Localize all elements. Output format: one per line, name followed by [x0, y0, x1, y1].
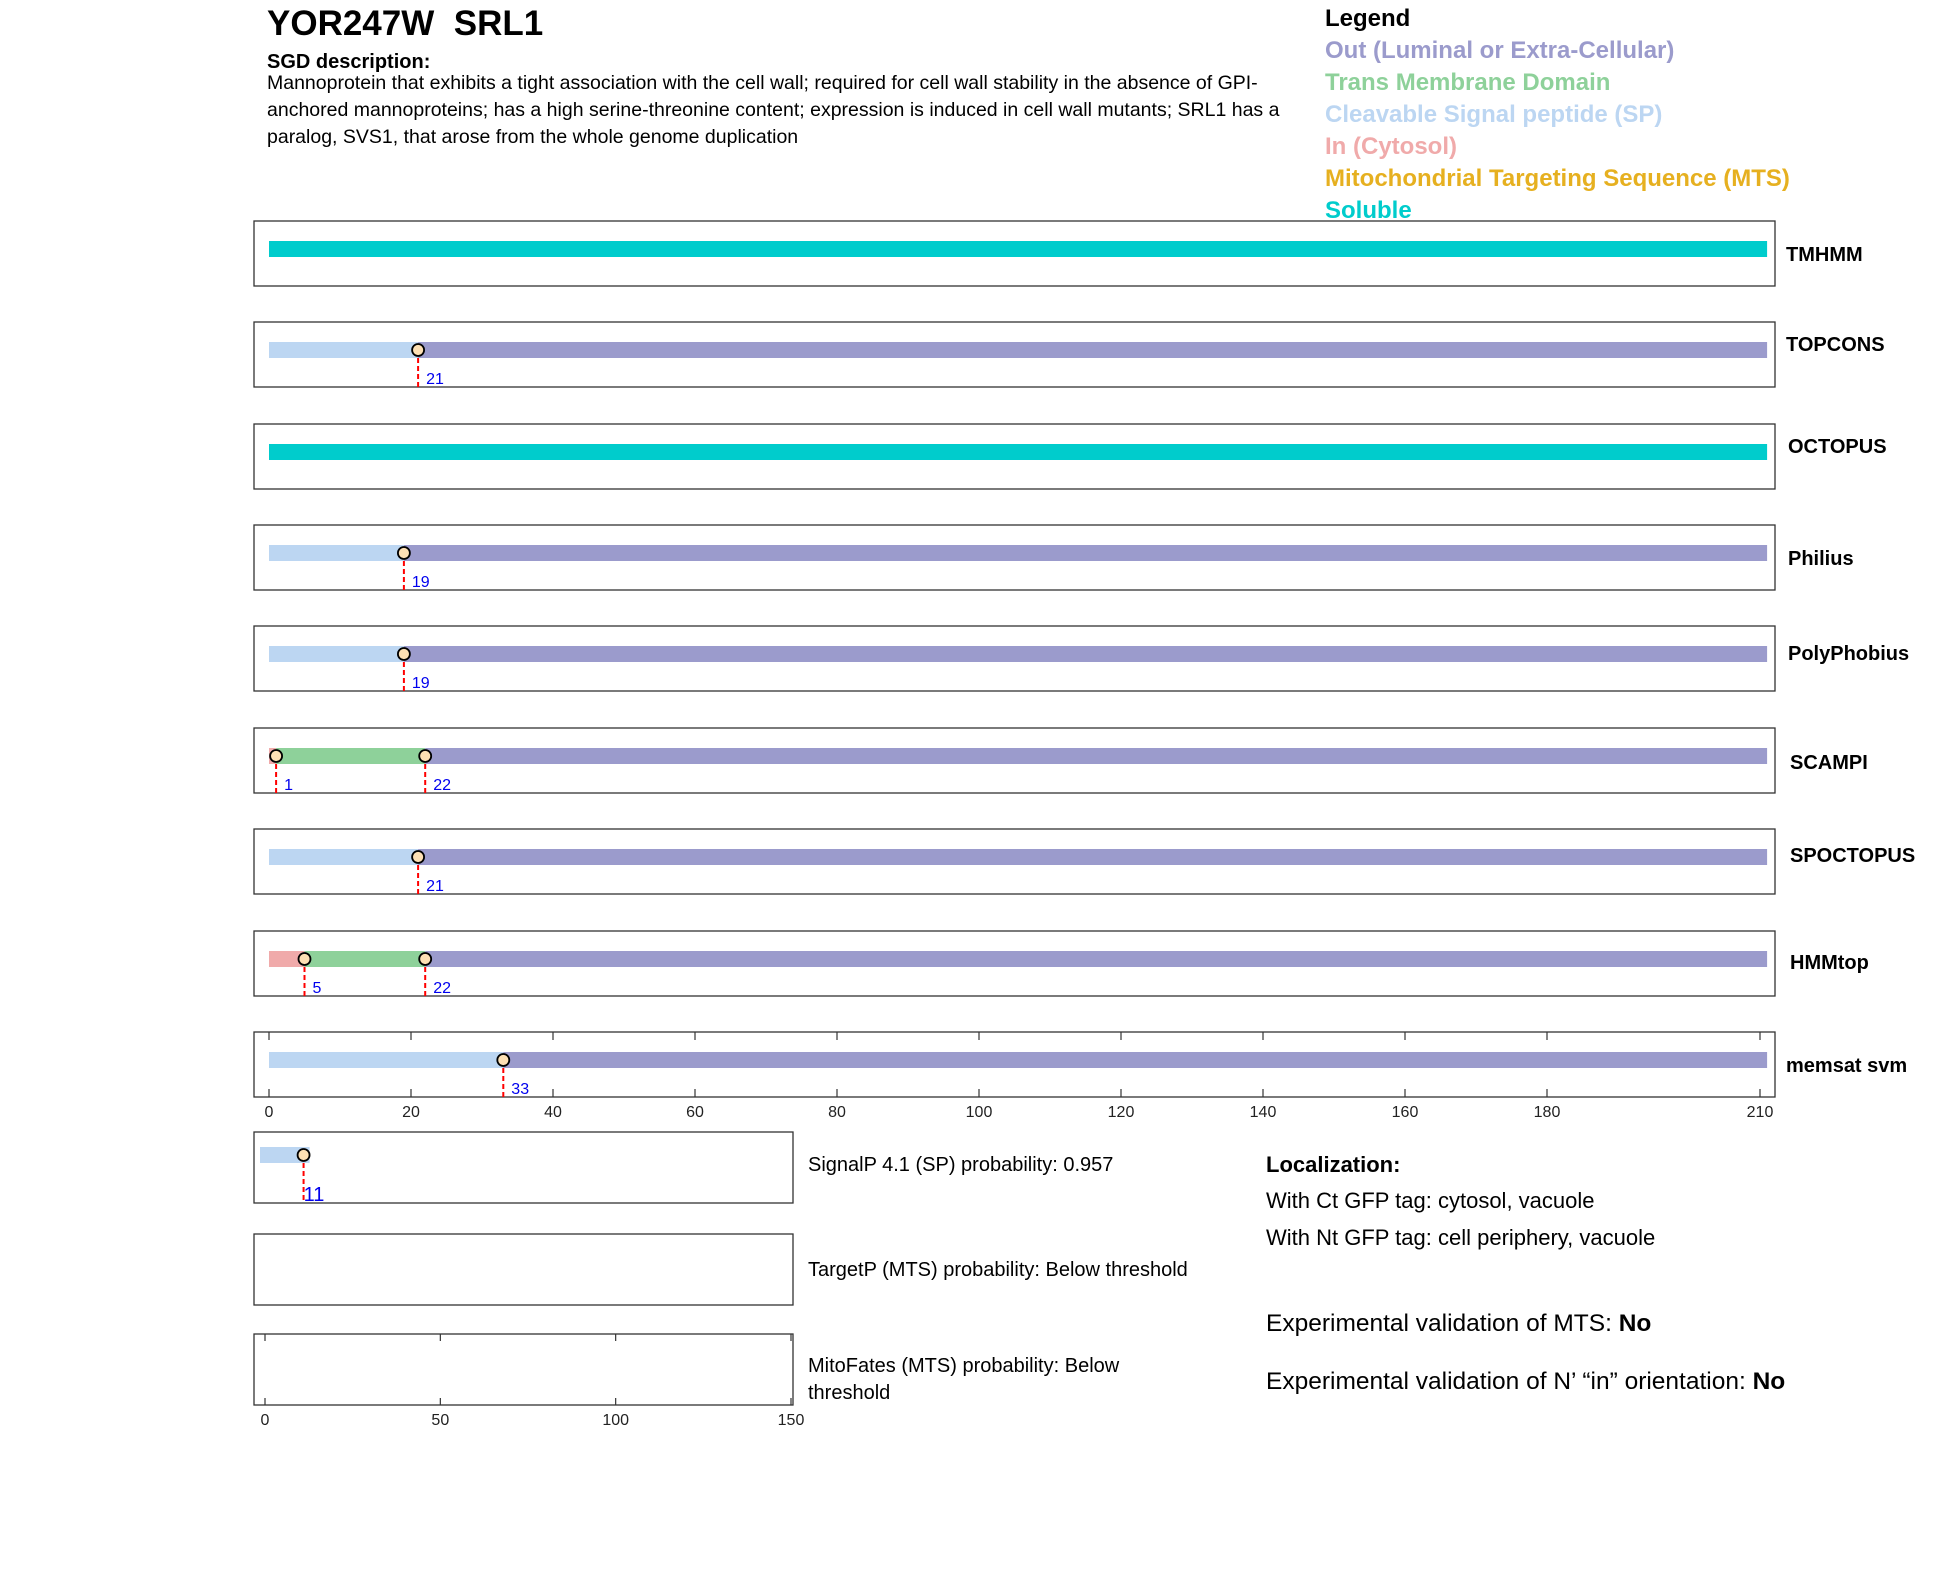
small-track-frame — [254, 1234, 793, 1305]
track-label-topcons: TOPCONS — [1786, 334, 1885, 356]
boundary-marker — [412, 851, 424, 863]
legend-item-out: Out (Luminal or Extra-Cellular) — [1325, 37, 1675, 64]
boundary-marker — [270, 750, 282, 762]
axis-tick-label: 60 — [686, 1104, 704, 1121]
legend-item-soluble: Soluble — [1325, 197, 1412, 224]
axis-tick-label: 120 — [1107, 1104, 1135, 1121]
axis-tick-label: 160 — [1391, 1104, 1419, 1121]
localization-heading: Localization: — [1266, 1152, 1401, 1177]
boundary-label: 22 — [433, 777, 451, 794]
legend-item-tm: Trans Membrane Domain — [1325, 69, 1611, 96]
segment-out — [425, 951, 1767, 967]
boundary-label: 33 — [511, 1081, 530, 1098]
axis-tick-label: 180 — [1533, 1104, 1561, 1121]
axis-tick-label: 0 — [264, 1104, 274, 1121]
axis-tick-label: 0 — [260, 1412, 270, 1429]
boundary-label: 1 — [284, 777, 294, 794]
small-track-frame — [254, 1334, 793, 1405]
track-label-philius: Philius — [1788, 548, 1854, 570]
axis-tick-label: 140 — [1249, 1104, 1277, 1121]
axis-tick-label: 150 — [777, 1412, 805, 1429]
segment-sp — [269, 849, 418, 865]
segment-sp — [269, 646, 404, 662]
boundary-marker — [398, 547, 410, 559]
segment-soluble — [269, 444, 1767, 460]
boundary-marker — [419, 750, 431, 762]
boundary-marker — [497, 1054, 509, 1066]
axis-tick-label: 210 — [1746, 1104, 1774, 1121]
legend-item-mts: Mitochondrial Targeting Sequence (MTS) — [1325, 165, 1790, 192]
track-label-tmhmm: TMHMM — [1786, 244, 1863, 266]
validation-orientation — [1266, 1368, 1785, 1396]
boundary-label: 21 — [426, 371, 444, 388]
boundary-marker — [299, 953, 311, 965]
description-text: Mannoprotein that exhibits a tight association with the cell wall; required for cell wall stability in the absence of GPI-anchored mannoproteins; has a high serine-threonine content; expression is induced in cell wall mutants; SRL1 has a paralog, SVS1, that arose from the whole genome duplication — [267, 72, 1280, 148]
localization-nt: With Nt GFP tag: cell periphery, vacuole — [1266, 1225, 1656, 1250]
track-label-hmmtop: HMMtop — [1790, 952, 1869, 974]
validation-orientation-value: No — [1752, 1368, 1786, 1395]
page-title: YOR247W SRL1 — [267, 4, 544, 43]
boundary-label: 19 — [411, 675, 430, 692]
track-label-octopus: OCTOPUS — [1788, 436, 1887, 458]
small-track-frame — [254, 1132, 793, 1203]
axis-tick-label: 100 — [602, 1412, 630, 1429]
validation-mts-label: Experimental validation of MTS: — [1266, 1310, 1619, 1337]
boundary-marker — [298, 1149, 310, 1161]
mitofates-probability: MitoFates (MTS) probability: Below threshold — [808, 1355, 1120, 1404]
boundary-label: 11 — [303, 1184, 325, 1206]
track-label-scampi: SCAMPI — [1790, 752, 1868, 774]
segment-out — [425, 748, 1767, 764]
boundary-marker — [412, 344, 424, 356]
segment-sp — [269, 1052, 503, 1068]
track-label-polyphobius: PolyPhobius — [1788, 643, 1910, 665]
segment-out — [503, 1052, 1767, 1068]
boundary-marker — [398, 648, 410, 660]
segment-tm — [276, 748, 425, 764]
segment-sp — [269, 545, 404, 561]
axis-tick-label: 40 — [544, 1104, 562, 1121]
legend-item-sp: Cleavable Signal peptide (SP) — [1325, 101, 1663, 128]
boundary-label: 5 — [312, 980, 322, 997]
boundary-marker — [419, 953, 431, 965]
boundary-label: 19 — [411, 574, 430, 591]
validation-orientation-label: Experimental validation of N’ “in” orientation: — [1266, 1368, 1753, 1395]
track-label-memsat: memsat svm — [1786, 1055, 1908, 1077]
legend-heading: Legend — [1325, 5, 1411, 32]
localization-ct: With Ct GFP tag: cytosol, vacuole — [1266, 1188, 1595, 1213]
validation-mts — [1266, 1310, 1651, 1338]
segment-tm — [305, 951, 426, 967]
description-heading: SGD description: — [267, 51, 431, 73]
boundary-label: 22 — [433, 980, 451, 997]
segment-out — [404, 545, 1767, 561]
segment-sp — [269, 342, 418, 358]
axis-tick-label: 100 — [965, 1104, 993, 1121]
segment-out — [418, 849, 1767, 865]
axis-tick-label: 50 — [431, 1412, 450, 1429]
axis-tick-label: 20 — [402, 1104, 420, 1121]
boundary-label: 21 — [426, 878, 444, 895]
signalp-probability: SignalP 4.1 (SP) probability: 0.957 — [808, 1154, 1114, 1176]
segment-out — [418, 342, 1767, 358]
track-label-spoctopus: SPOCTOPUS — [1790, 845, 1916, 867]
segment-soluble — [269, 241, 1767, 257]
axis-tick-label: 80 — [828, 1104, 846, 1121]
segment-out — [404, 646, 1767, 662]
targetp-probability: TargetP (MTS) probability: Below threshold — [808, 1259, 1188, 1281]
validation-mts-value: No — [1618, 1310, 1652, 1337]
legend-item-in: In (Cytosol) — [1325, 133, 1457, 160]
